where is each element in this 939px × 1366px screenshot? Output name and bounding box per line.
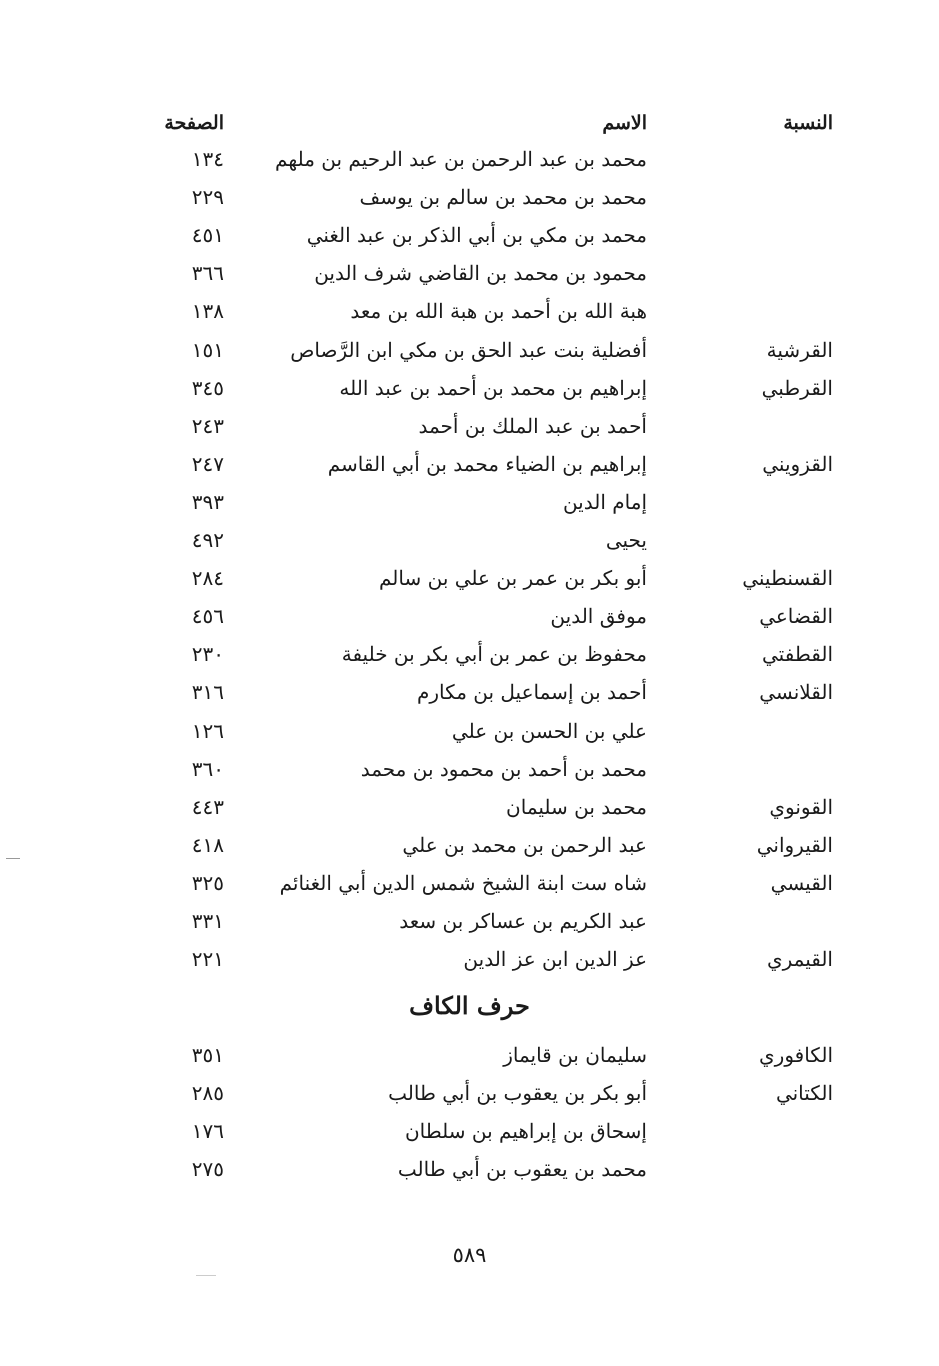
table-row [0,597,939,635]
entry-name: محمد بن محمد بن سالم بن يوسف [359,185,647,210]
table-row [0,140,939,178]
entry-name: محمد بن عبد الرحمن بن عبد الرحيم بن ملهم [275,147,647,171]
entry-name: أبو بكر بن عمر بن علي بن سالم [379,566,647,591]
entry-name: سليمان بن قايماز [503,1043,647,1067]
table-row [0,178,939,216]
entry-nisba: القلانسي [759,680,833,705]
entry-name: أبو بكر بن يعقوب بن أبي طالب [388,1081,647,1106]
entry-nisba [683,521,833,559]
entry-nisba [683,216,833,254]
entry-name: أفضلية بنت عبد الحق بن مكي ابن الرَّصاص [290,337,647,362]
table-row [0,483,939,521]
entry-name: إمام الدين [562,489,647,514]
entry-nisba [683,1150,833,1188]
entry-page: ٢٣٠ [191,642,224,667]
section-title: حرف الكاف [409,991,530,1020]
table-row [0,902,939,940]
table-row [0,445,939,483]
entry-nisba [683,1112,833,1150]
table-row [0,559,939,597]
table-row [0,1036,939,1074]
table-row [0,292,939,330]
entry-nisba: القضاعي [759,604,833,629]
entry-name: عبد الرحمن بن محمد بن علي [402,832,647,857]
entry-name: عز الدين ابن عز الدين [463,947,647,972]
entry-name: عبد الكريم بن عساكر بن سعد [399,909,647,933]
entry-nisba: القيرواني [756,832,833,857]
entry-page: ١٧٦ [191,1119,224,1144]
entry-page: ٣١٦ [191,680,224,705]
entry-page: ٢٢١ [191,947,224,972]
entry-name: محمد بن يعقوب بن أبي طالب [397,1157,647,1182]
entry-nisba: الكتاني [775,1081,833,1106]
entry-name: محمد بن سليمان [506,794,647,819]
entry-nisba: القرشية [766,337,833,362]
entry-name: علي بن الحسن بن علي [451,718,647,743]
entry-name: محمد بن أحمد بن محمود بن محمد [360,756,647,781]
margin-mark [6,858,20,859]
column-header-name: الاسم [602,112,647,134]
table-row [0,1074,939,1112]
entry-page: ٣٢٥ [191,870,224,895]
entry-nisba [683,483,833,521]
entry-nisba: القيسي [770,870,833,895]
entry-page: ١٥١ [191,337,224,362]
entry-nisba: القيمري [766,947,833,972]
entry-nisba: القونوي [769,794,833,819]
entry-page: ٤٤٣ [191,794,224,819]
entry-nisba: القزويني [762,451,833,476]
table-row [0,864,939,902]
table-row [0,407,939,445]
entry-page: ٣٣١ [191,909,224,933]
table-row [0,712,939,750]
entry-nisba [683,140,833,178]
entry-name: إسحاق بن إبراهيم بن سلطان [404,1119,647,1144]
entry-page: ٣٤٥ [191,375,224,400]
table-row [0,369,939,407]
entry-name: محمد بن مكي بن أبي الذكر بن عبد الغني [306,223,647,248]
page-number: ٥٨٩ [452,1243,487,1267]
entry-page: ١٢٦ [191,718,224,743]
table-header [0,104,939,142]
entry-nisba [683,750,833,788]
table-row [0,635,939,673]
entry-page: ٤١٨ [191,832,224,857]
entry-page: ٣٥١ [191,1043,224,1067]
entry-name: أحمد بن عبد الملك بن أحمد [418,413,647,438]
entry-name: يحيى [605,528,647,552]
table-row [0,1150,939,1188]
entry-nisba: القسنطيني [742,566,833,591]
entry-page: ٣٩٣ [191,489,224,514]
entry-nisba [683,292,833,330]
entry-page: ١٣٤ [191,147,224,171]
entry-nisba [683,712,833,750]
table-row [0,331,939,369]
entry-nisba [683,902,833,940]
footer-mark [196,1275,216,1276]
entry-page: ١٣٨ [191,299,224,324]
entry-name: شاه ست ابنة الشيخ شمس الدين أبي الغنائم [279,870,647,895]
entry-name: إبراهيم بن محمد بن أحمد بن عبد الله [339,375,647,400]
entry-name: موفق الدين [550,604,647,629]
entry-page: ٢٧٥ [191,1157,224,1182]
entry-page: ٣٦٠ [191,756,224,781]
entry-nisba: القرطبي [761,375,833,400]
entry-nisba: القطفتي [762,642,833,667]
entry-page: ٤٥١ [191,223,224,248]
table-row [0,826,939,864]
entry-nisba [683,178,833,216]
entry-page: ٢٨٥ [191,1081,224,1106]
entry-nisba: الكافوري [759,1043,833,1067]
column-header-page: الصفحة [164,112,224,134]
entry-name: أحمد بن إسماعيل بن مكارم [417,680,647,705]
entry-page: ٤٩٢ [191,528,224,552]
entry-page: ٣٦٦ [191,261,224,286]
table-row [0,254,939,292]
column-header-nisba: النسبة [783,112,833,134]
table-row [0,1112,939,1150]
entry-page: ٢٨٤ [191,566,224,591]
entry-name: محفوظ بن عمر بن أبي بكر بن خليفة [341,642,647,667]
table-row [0,788,939,826]
entry-name: محمود بن محمد بن القاضي شرف الدين [314,261,647,286]
table-row [0,521,939,559]
entry-page: ٤٥٦ [191,604,224,629]
entry-nisba [683,254,833,292]
entry-page: ٢٤٣ [191,413,224,438]
table-row [0,673,939,711]
table-row [0,940,939,978]
entry-name: إبراهيم بن الضياء محمد بن أبي القاسم [327,451,647,476]
entry-page: ٢٢٩ [191,185,224,210]
entry-page: ٢٤٧ [191,451,224,476]
entry-nisba [683,407,833,445]
entry-name: هبة الله بن أحمد بن هبة الله بن معد [350,299,647,324]
table-row [0,750,939,788]
table-row [0,216,939,254]
